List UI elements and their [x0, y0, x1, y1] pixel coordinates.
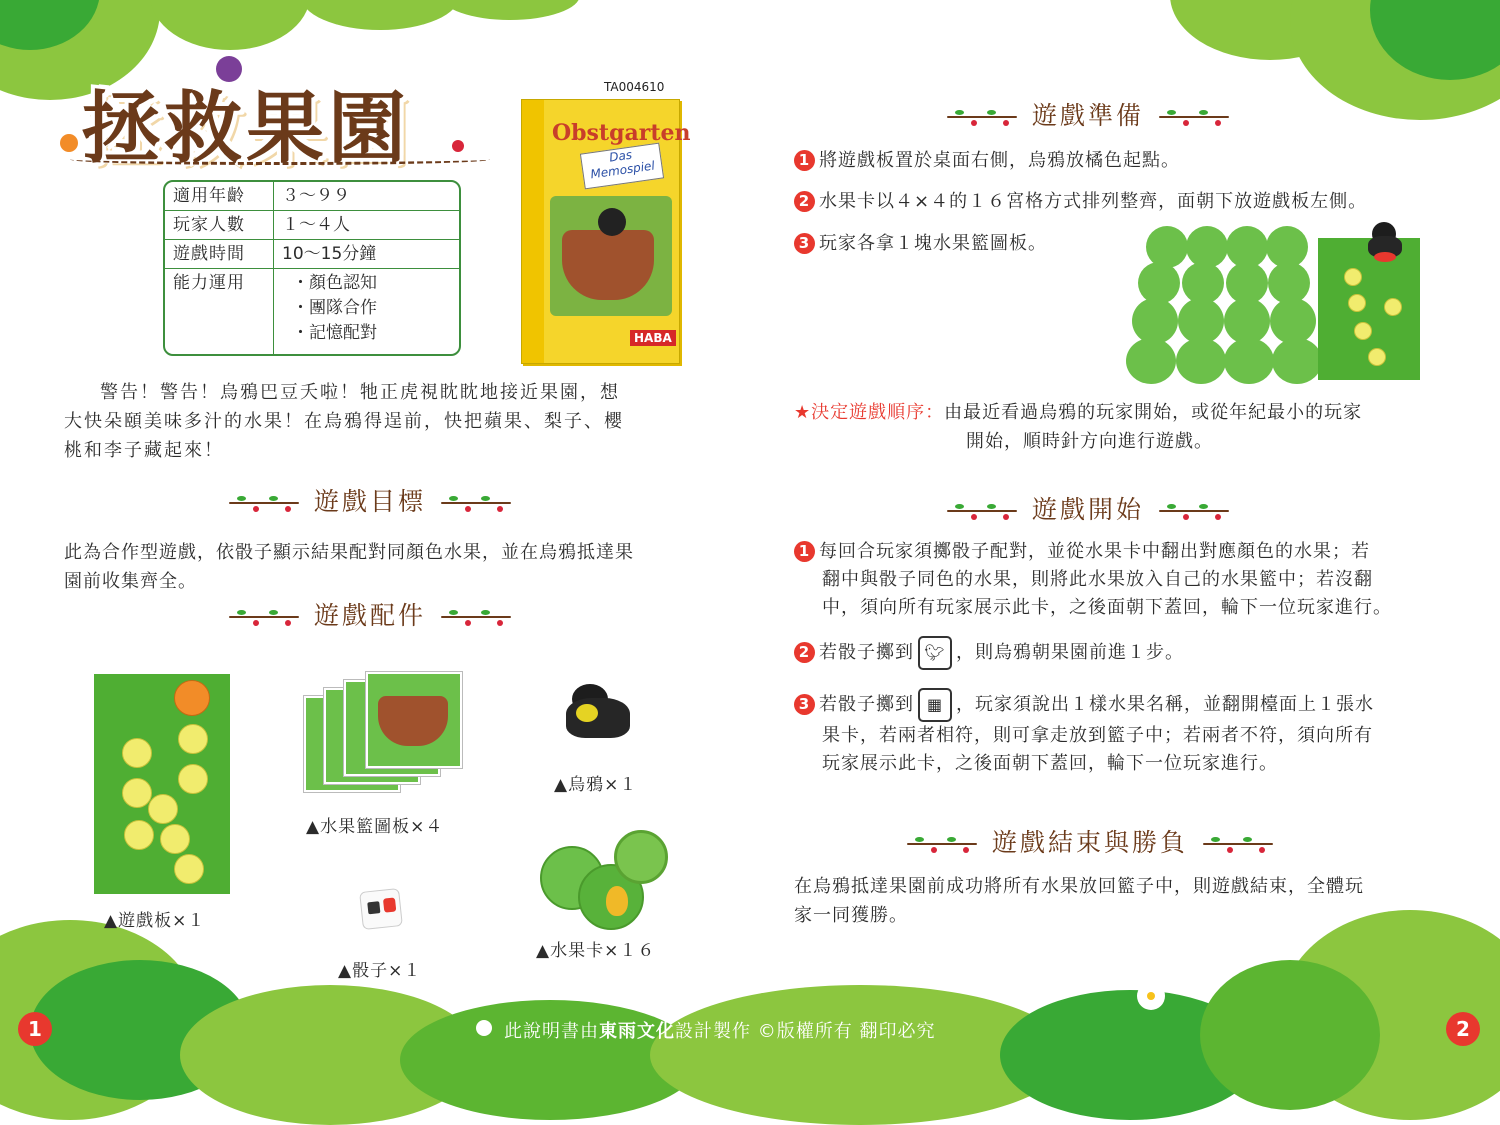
- play-step-3: [794, 688, 1464, 778]
- footer-text: 設計製作 ©版權所有 翻印必究: [675, 1021, 936, 1042]
- bush-bottom-right-2: [1200, 960, 1380, 1110]
- skill-item: ・顏色認知: [292, 273, 377, 293]
- bush-top-left-3: [300, 0, 460, 30]
- vine-decoration: [943, 106, 1021, 128]
- vine-decoration: [903, 833, 981, 855]
- vine-decoration: [437, 492, 515, 514]
- bush-top-left-4: [440, 0, 580, 20]
- info-value: 10～15分鐘: [274, 240, 459, 269]
- step-number-badge: 3: [794, 694, 815, 715]
- crow-piece-on-board: [1368, 222, 1400, 256]
- basket-board-image: [366, 672, 462, 768]
- setup-board-image: [1318, 238, 1420, 380]
- orange-icon: [60, 134, 78, 152]
- vine-decoration: [225, 492, 303, 514]
- page-title: 拯救果園: [82, 83, 411, 174]
- section-title: 遊戲配件: [313, 601, 426, 630]
- info-row-players: [165, 211, 459, 240]
- game-board-image: [94, 674, 230, 894]
- fruit-card-grid-image: [1126, 226, 1316, 384]
- goal-line: 此為合作型遊戲，依骰子顯示結果配對同顏色水果，並在烏鴉抵達果: [64, 542, 634, 563]
- crow-piece-image: [562, 684, 632, 740]
- end-paragraph: [794, 872, 1464, 930]
- box-logo: Obstgarten: [552, 120, 691, 146]
- end-line: 家一同獲勝。: [794, 905, 908, 926]
- section-title: 遊戲準備: [1031, 101, 1144, 130]
- caption-baskets: ▲水果籃圖板×４: [306, 817, 444, 837]
- info-key: 能力運用: [165, 269, 274, 354]
- section-heading-end: [880, 823, 1300, 859]
- step-text: 將遊戲板置於桌面右側，烏鴉放橘色起點。: [819, 150, 1180, 171]
- vine-decoration: [1199, 833, 1277, 855]
- fruit-card-stack: [614, 830, 668, 884]
- caption-dice: ▲骰子×１: [338, 961, 422, 981]
- page-number-right: 2: [1446, 1012, 1480, 1046]
- setup-step-3: [794, 230, 1047, 258]
- crow-dice-face-icon: 🐦︎: [918, 636, 952, 670]
- step-number-badge: 1: [794, 150, 815, 171]
- box-brand: HABA: [630, 330, 676, 346]
- step-number-badge: 2: [794, 191, 815, 212]
- turn-order-note: [794, 398, 1454, 456]
- title-underline: [70, 154, 490, 165]
- grape-icon: [216, 56, 242, 82]
- step-text: 玩家各拿１塊水果籃圖板。: [819, 233, 1047, 254]
- vine-decoration: [437, 606, 515, 628]
- intro-line: 桃和李子藏起來！: [64, 440, 224, 461]
- play-step-2: [794, 636, 1464, 670]
- step-number-badge: 3: [794, 233, 815, 254]
- basket-dice-face-icon: ▦: [918, 688, 952, 722]
- step-text: 翻中與骰子同色的水果，則將此水果放入自己的水果籃中；若沒翻: [822, 569, 1373, 590]
- step-text: 水果卡以４×４的１６宮格方式排列整齊，面朝下放遊戲板左側。: [819, 191, 1368, 212]
- info-key: 遊戲時間: [165, 240, 274, 269]
- step-text: 中，須向所有玩家展示此卡，之後面朝下蓋回，輪下一位玩家進行。: [822, 597, 1392, 618]
- info-row-skills: [165, 269, 459, 354]
- footer-text: 此說明書由: [504, 1021, 599, 1042]
- skill-item: ・團隊合作: [292, 298, 377, 318]
- skill-item: ・記憶配對: [292, 323, 377, 343]
- turn-order-label: ★決定遊戲順序：: [794, 402, 945, 423]
- section-title: 遊戲目標: [313, 487, 426, 516]
- step-number-badge: 2: [794, 642, 815, 663]
- step-number-badge: 1: [794, 541, 815, 562]
- info-value: ３～９９: [274, 182, 459, 211]
- section-title: 遊戲開始: [1031, 495, 1144, 524]
- box-subtitle: Das Memospiel: [580, 143, 664, 190]
- flower-icon: [1140, 985, 1162, 1007]
- vine-decoration: [1155, 500, 1233, 522]
- section-heading-goal: [200, 482, 540, 518]
- intro-paragraph: [64, 378, 724, 465]
- turn-order-text: 開始，順時針方向進行遊戲。: [966, 431, 1213, 452]
- info-key: 適用年齡: [165, 182, 274, 211]
- section-heading-setup: [918, 96, 1258, 132]
- step-text: 若骰子擲到: [819, 694, 914, 715]
- intro-line: 警告！警告！烏鴉巴豆夭啦！牠正虎視眈眈地接近果園，想: [100, 382, 620, 403]
- vine-decoration: [943, 500, 1021, 522]
- step-text: 玩家展示此卡，之後面朝下蓋回，輪下一位玩家進行。: [822, 753, 1278, 774]
- product-code: TA004610: [604, 80, 665, 94]
- dice-image: [359, 888, 403, 930]
- game-box-image: [521, 99, 691, 364]
- section-title: 遊戲結束與勝負: [991, 828, 1188, 857]
- setup-step-2: [794, 188, 1367, 216]
- vine-decoration: [1155, 106, 1233, 128]
- caption-cards: ▲水果卡×１６: [536, 941, 656, 961]
- step-text: 果卡，若兩者相符，則可拿走放到籃子中；若兩者不符，須向所有: [822, 725, 1373, 746]
- footer-credit: [504, 1017, 935, 1043]
- footer-brand: 東雨文化: [599, 1021, 675, 1042]
- crow-illustration: [598, 208, 626, 236]
- goal-paragraph: [64, 538, 724, 596]
- page-number-left: 1: [18, 1012, 52, 1046]
- step-text: ，則烏鴉朝果園前進１步。: [956, 642, 1184, 663]
- step-text: ，玩家須說出１樣水果名稱，並翻開檯面上１張水: [956, 694, 1374, 715]
- info-key: 玩家人數: [165, 211, 274, 240]
- caption-board: ▲遊戲板×１: [104, 911, 206, 931]
- section-heading-parts: [200, 596, 540, 632]
- footer-flower-icon: [476, 1020, 492, 1036]
- play-step-1: [794, 538, 1464, 622]
- vine-decoration: [225, 606, 303, 628]
- section-heading-play: [918, 490, 1258, 526]
- bush-top-left-2: [150, 0, 310, 50]
- info-value: １～４人: [274, 211, 459, 240]
- info-row-time: [165, 240, 459, 269]
- step-text: 每回合玩家須擲骰子配對，並從水果卡中翻出對應顏色的水果；若: [819, 541, 1370, 562]
- turn-order-text: 由最近看過烏鴉的玩家開始，或從年紀最小的玩家: [944, 402, 1363, 423]
- cherry-icon: [452, 140, 464, 152]
- step-text: 若骰子擲到: [819, 642, 914, 663]
- goal-line: 園前收集齊全。: [64, 571, 197, 592]
- end-line: 在烏鴉抵達果園前成功將所有水果放回籃子中，則遊戲結束，全體玩: [794, 876, 1364, 897]
- info-row-age: [165, 182, 459, 211]
- intro-line: 大快朵頤美味多汁的水果！在烏鴉得逞前，快把蘋果、梨子、櫻: [64, 411, 624, 432]
- caption-crow: ▲烏鴉×１: [554, 775, 638, 795]
- basket-illustration: [562, 230, 654, 300]
- setup-step-1: [794, 147, 1180, 175]
- info-table: [163, 180, 461, 356]
